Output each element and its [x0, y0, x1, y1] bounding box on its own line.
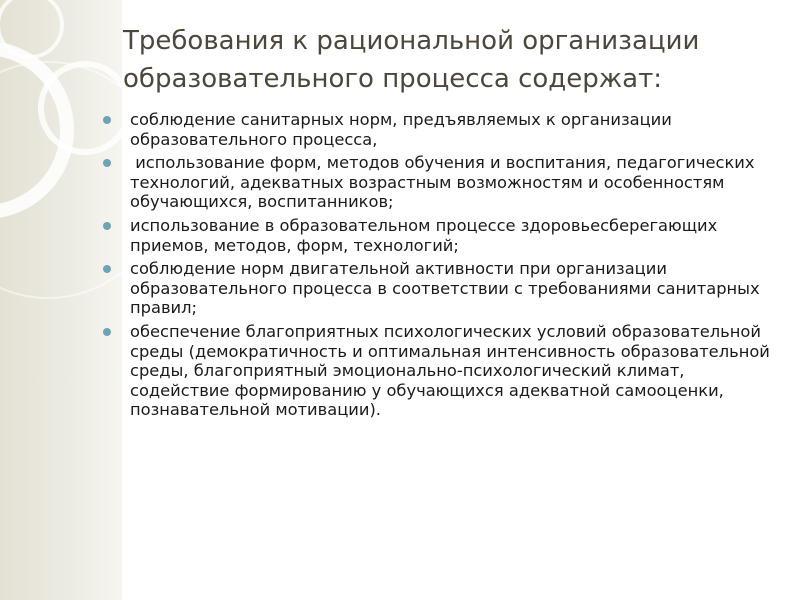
list-item [103, 322, 773, 420]
slide-title: Требования к рациональной организации образовательного процесса содержат: [123, 26, 700, 94]
bullet-text: соблюдение норм двигательной активности при организации образовательного процесса в соответствии с требованиями санитарных правил; [130, 259, 760, 318]
decorative-ring-tiny [0, 0, 62, 57]
bullet-dot-icon [103, 116, 111, 124]
bullet-dot-icon [103, 328, 111, 336]
bullet-list [103, 110, 773, 424]
list-item [103, 153, 773, 212]
bullet-text: использование в образовательном процессе здоровьесберегающих приемов, методов, форм, технологий; [130, 215, 718, 255]
list-item [103, 216, 773, 255]
bullet-dot-icon [103, 265, 111, 273]
list-item [103, 110, 773, 149]
bullet-text: обеспечение благоприятных психологических условий образовательной среды (демократичность и оптимальная интенсивность образовательной среды, благоприятный эмоционально-психологический климат, содействие формированию у обучающихся адекватной самооценки, познавательной мотивации). [130, 321, 770, 420]
bullet-text: соблюдение санитарных норм, предъявляемых к организации образовательного процесса, [130, 110, 672, 149]
bullet-dot-icon [103, 159, 111, 167]
list-item [103, 259, 773, 318]
bullet-text: использование форм, методов обучения и воспитания, педагогических технологий, адекватных возрастным возможностям и особенностям обучающихся, воспитанников; [130, 153, 760, 212]
bullet-dot-icon [103, 222, 111, 230]
